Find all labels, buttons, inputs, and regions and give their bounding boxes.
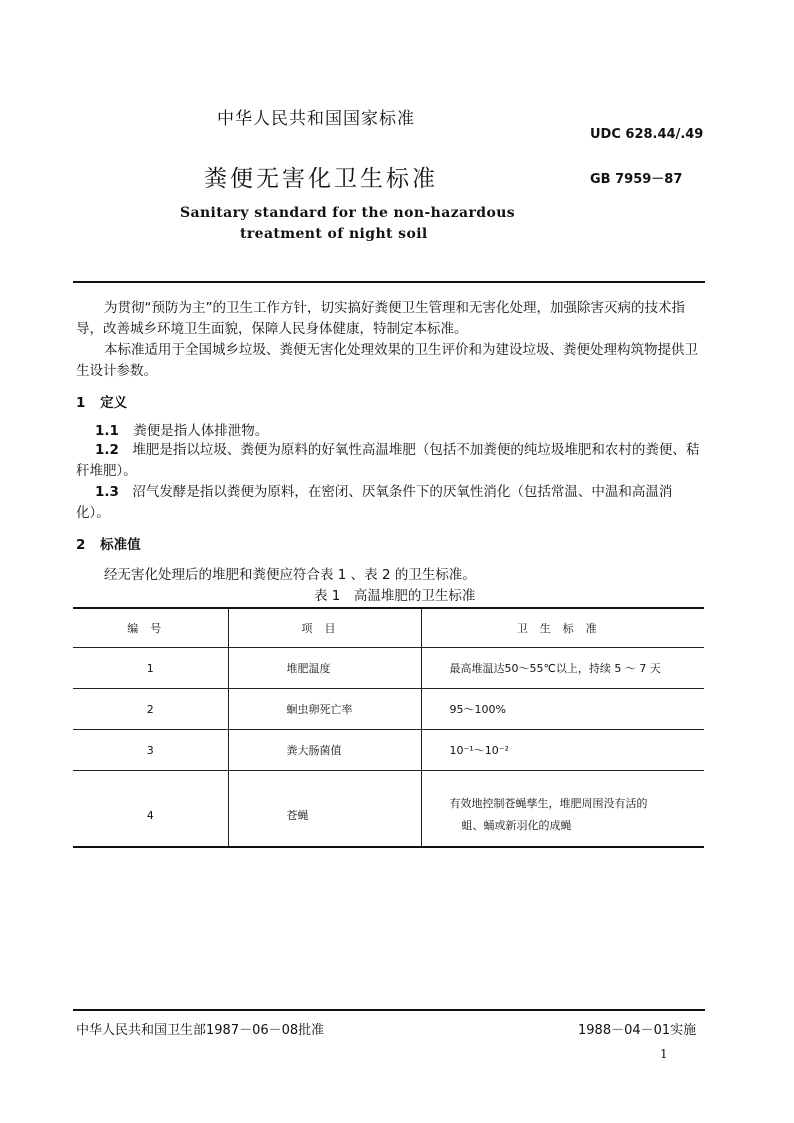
section-2-title: 标准值 [100, 537, 141, 553]
row-number: 2 [73, 689, 228, 730]
row-standard-line1: 有效地控制苍蝇孳生，堆肥周围没有活的 [449, 797, 648, 810]
table-1 [73, 607, 704, 848]
row-item: 粪大肠菌值 [228, 730, 421, 771]
definition-1-2 [76, 440, 704, 482]
table-row [73, 771, 704, 848]
udc-code: UDC 628.44/.49 [590, 127, 704, 142]
row-item: 堆肥温度 [228, 648, 421, 689]
page-number: 1 [660, 1047, 668, 1061]
definition-text: 粪便是指人体排泄物。 [133, 423, 269, 439]
row-number: 4 [73, 771, 228, 848]
row-standard-line2: 蛆、蛹或新羽化的成蝇 [461, 819, 572, 832]
english-title-line1: Sanitary standard for the non-hazardous [180, 205, 516, 221]
definition-text: 堆肥是指以垃圾、粪便为原料的好氧性高温堆肥（包括不加粪便的纯垃圾堆肥和农村的粪便、秸秆堆肥）。 [76, 442, 700, 479]
row-standard [421, 771, 704, 848]
table-row [73, 648, 704, 689]
table-row [73, 730, 704, 771]
intro-paragraph-1: 为贯彻“预防为主”的卫生工作方针，切实搞好粪便卫生管理和无害化处理，加强除害灭病的技术指导，改善城乡环境卫生面貌，保障人民身体健康，特制定本标准。 [76, 300, 685, 337]
section-2-heading [76, 533, 141, 553]
footer-rule [73, 1009, 705, 1011]
row-standard: 10⁻¹～10⁻² [421, 730, 704, 771]
table-row [73, 689, 704, 730]
row-standard: 95～100% [421, 689, 704, 730]
section-1-heading [76, 391, 127, 411]
row-standard: 最高堆温达50～55℃以上，持续 5 ～ 7 天 [421, 648, 704, 689]
table-header-row [73, 608, 704, 648]
definition-1-3 [76, 482, 704, 524]
column-header-number: 编号 [73, 608, 228, 648]
row-number: 1 [73, 648, 228, 689]
definition-1-1 [95, 419, 268, 439]
definition-number: 1.3 [95, 484, 119, 500]
approval-line: 中华人民共和国卫生部1987－06－08批准 [76, 1023, 325, 1038]
gb-code: GB 7959－87 [590, 172, 683, 187]
implementation-date: 1988－04－01实施 [578, 1023, 697, 1038]
row-item: 蛔虫卵死亡率 [228, 689, 421, 730]
section-2-intro: 经无害化处理后的堆肥和粪便应符合表 1 、表 2 的卫生标准。 [104, 567, 476, 583]
column-header-item: 项目 [228, 608, 421, 648]
section-2-number: 2 [76, 537, 86, 553]
english-title-line2: treatment of night soil [240, 226, 428, 242]
column-header-standard: 卫生标准 [421, 608, 704, 648]
definition-text: 沼气发酵是指以粪便为原料，在密闭、厌氧条件下的厌氧性消化（包括常温、中温和高温消化）。 [76, 484, 673, 521]
table-1-caption: 表 1 高温堆肥的卫生标准 [314, 588, 476, 604]
section-1-number: 1 [76, 395, 86, 411]
row-number: 3 [73, 730, 228, 771]
section-1-title: 定义 [100, 395, 128, 411]
header-rule [73, 281, 705, 283]
definition-number: 1.1 [95, 423, 119, 439]
page-title: 粪便无害化卫生标准 [204, 166, 438, 192]
definition-number: 1.2 [95, 442, 119, 458]
row-item: 苍蝇 [228, 771, 421, 848]
national-standard-label: 中华人民共和国国家标准 [217, 109, 415, 129]
intro-paragraph-2: 本标准适用于全国城乡垃圾、粪便无害化处理效果的卫生评价和为建设垃圾、粪便处理构筑物提供卫生设计参数。 [76, 342, 698, 379]
